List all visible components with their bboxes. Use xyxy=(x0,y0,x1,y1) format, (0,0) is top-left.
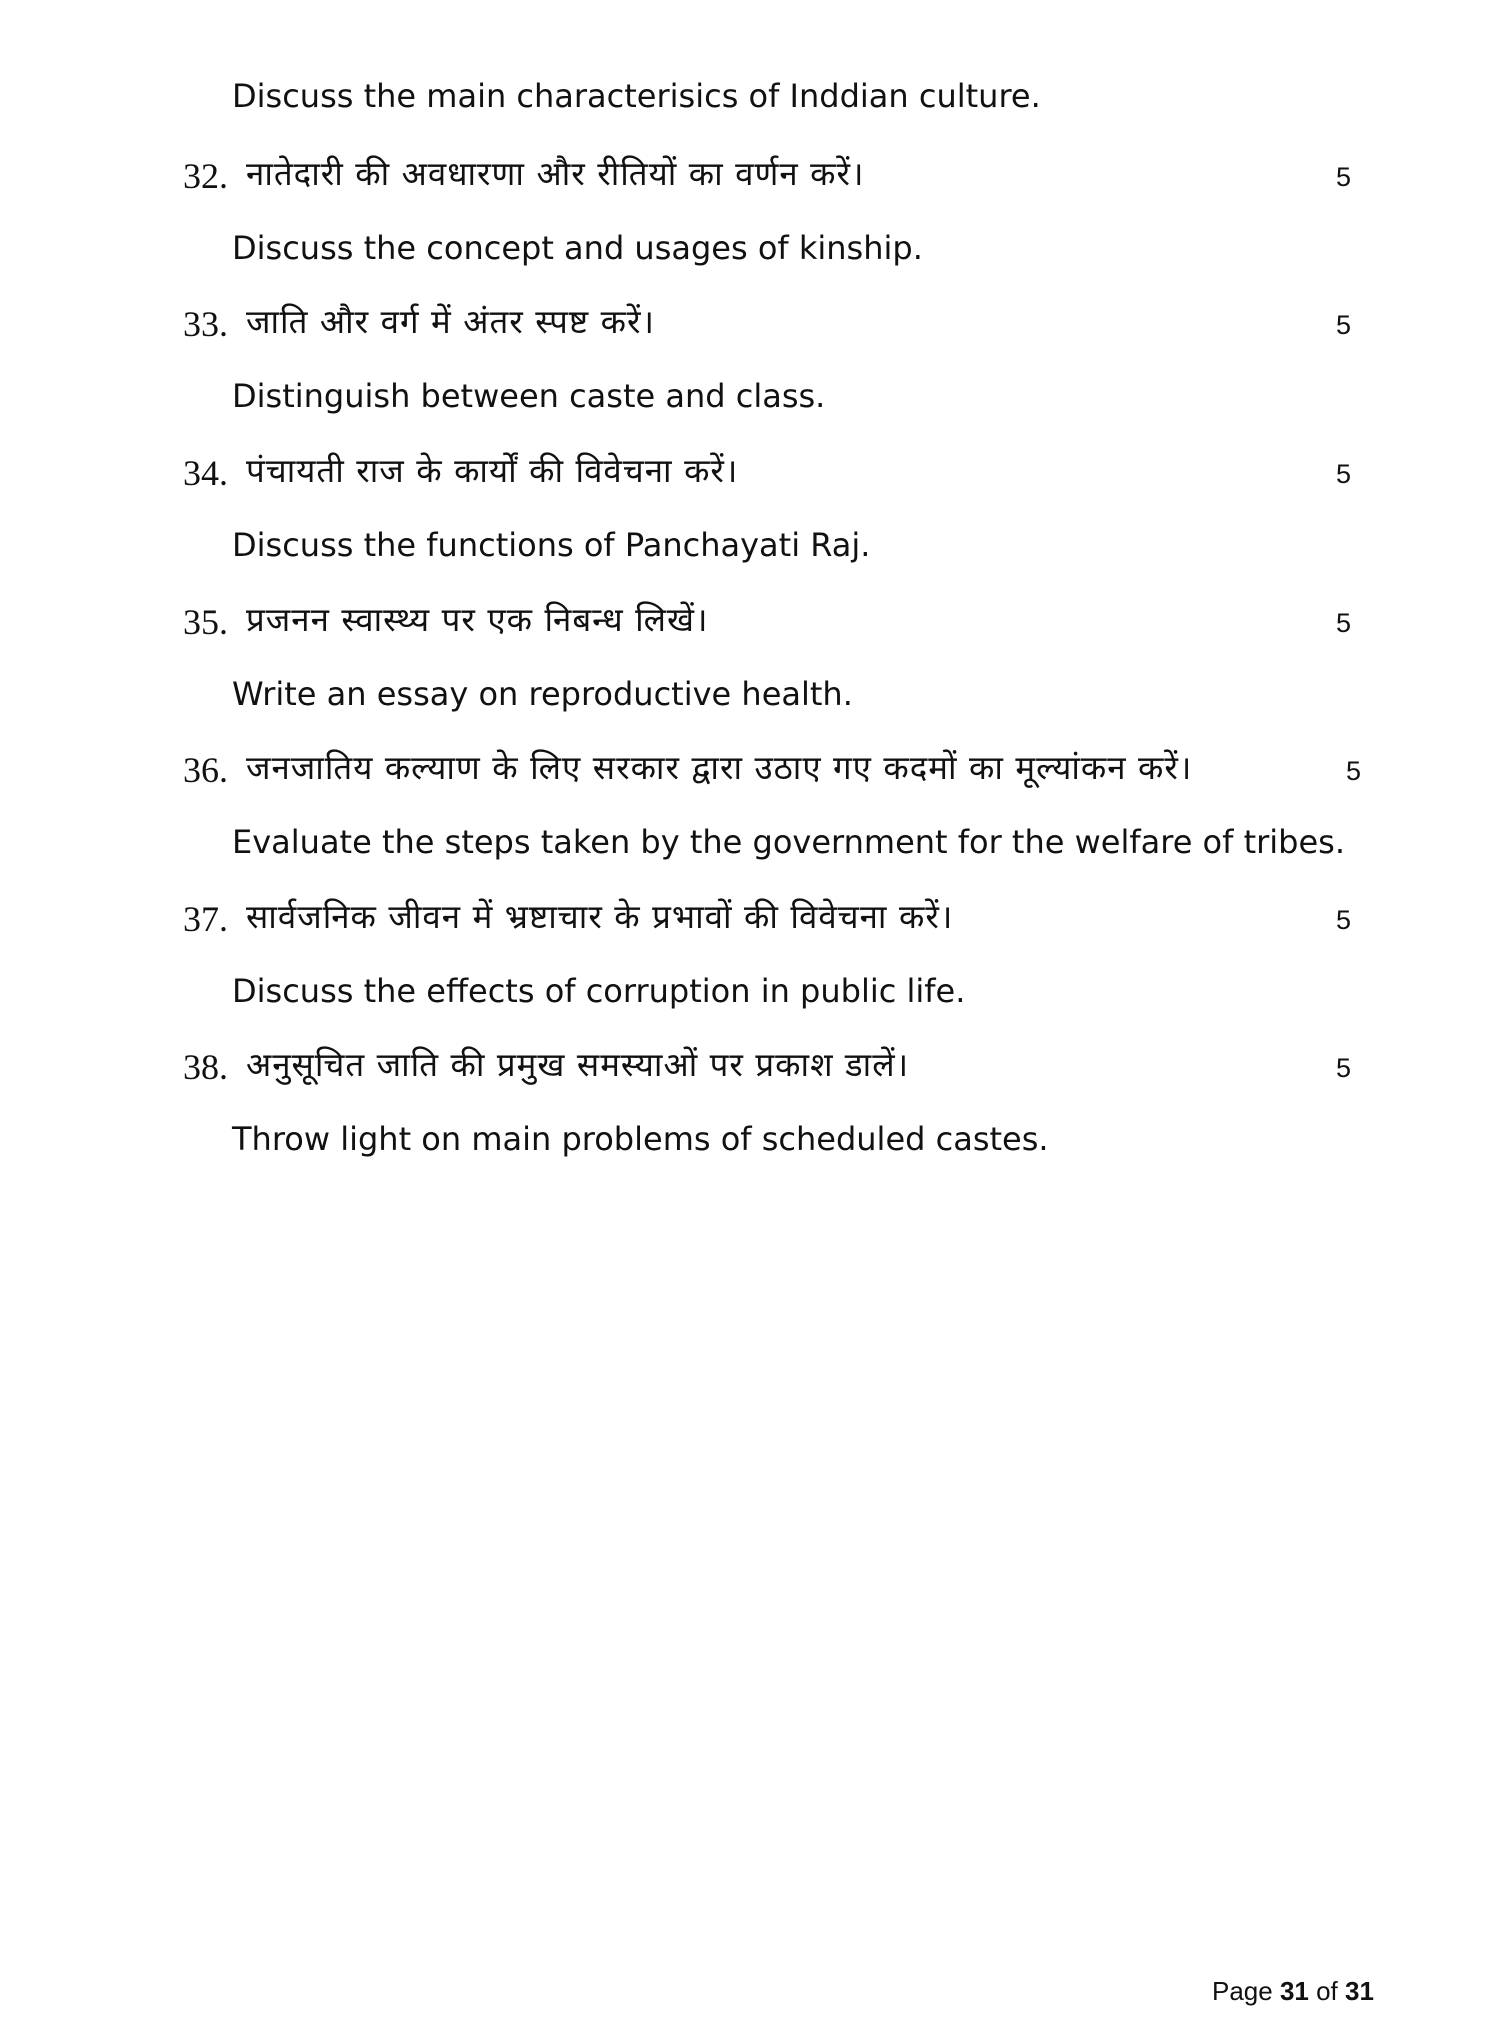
question-english-text: Distinguish between caste and class. xyxy=(232,377,826,415)
question-marks: 5 xyxy=(1336,162,1352,192)
question-hindi-text: जनजातिय कल्याण के लिए सरकार द्वारा उठाए गए कदमों का मूल्यांकन करें। xyxy=(246,748,1193,787)
question-hindi-text: अनुसूचित जाति की प्रमुख समस्याओं पर प्रकाश डालें। xyxy=(246,1045,910,1084)
question-english-text: Discuss the functions of Panchayati Raj. xyxy=(232,526,871,564)
question-marks: 5 xyxy=(1336,1053,1352,1083)
question-english-text: Evaluate the steps taken by the government for the welfare of tribes. xyxy=(232,823,1345,861)
question-hindi-text: प्रजनन स्वास्थ्य पर एक निबन्ध लिखें। xyxy=(246,600,709,639)
footer-current-page: 31 xyxy=(1279,1976,1309,2006)
question-number: 38. xyxy=(183,1047,228,1087)
question-item xyxy=(0,451,1505,605)
question-english-text: Discuss the main characterisics of Inddian culture. xyxy=(232,77,1041,115)
question-number: 34. xyxy=(183,453,228,493)
question-hindi-text: नातेदारी की अवधारणा और रीतियों का वर्णन करें। xyxy=(246,154,865,193)
question-marks: 5 xyxy=(1346,756,1362,786)
question-item xyxy=(0,897,1505,1051)
question-marks: 5 xyxy=(1336,608,1352,638)
question-hindi-text: जाति और वर्ग में अंतर स्पष्ट करें। xyxy=(246,302,655,341)
question-marks: 5 xyxy=(1336,310,1352,340)
question-hindi-text: पंचायती राज के कार्यों की विवेचना करें। xyxy=(246,451,739,490)
question-item xyxy=(0,1045,1505,1199)
question-number: 32. xyxy=(183,156,228,196)
question-item xyxy=(0,302,1505,456)
question-number: 36. xyxy=(183,750,228,790)
question-number: 37. xyxy=(183,899,228,939)
page-footer xyxy=(1212,1978,1374,2004)
question-english-text: Write an essay on reproductive health. xyxy=(232,675,853,713)
question-number: 35. xyxy=(183,602,228,642)
question-english-text: Discuss the concept and usages of kinship. xyxy=(232,229,923,267)
question-english-text: Throw light on main problems of scheduled castes. xyxy=(232,1120,1049,1158)
question-item xyxy=(0,154,1505,308)
question-number: 33. xyxy=(183,304,228,344)
question-item xyxy=(0,748,1505,902)
footer-total-pages: 31 xyxy=(1345,1976,1374,2006)
footer-page-prefix: Page xyxy=(1212,1976,1280,2006)
question-marks: 5 xyxy=(1336,459,1352,489)
question-item xyxy=(0,600,1505,754)
question-hindi-text: सार्वजनिक जीवन में भ्रष्टाचार के प्रभावों की विवेचना करें। xyxy=(246,897,954,936)
question-english-text: Discuss the effects of corruption in public life. xyxy=(232,972,966,1010)
question-marks: 5 xyxy=(1336,905,1352,935)
footer-of-text: of xyxy=(1308,1976,1346,2006)
